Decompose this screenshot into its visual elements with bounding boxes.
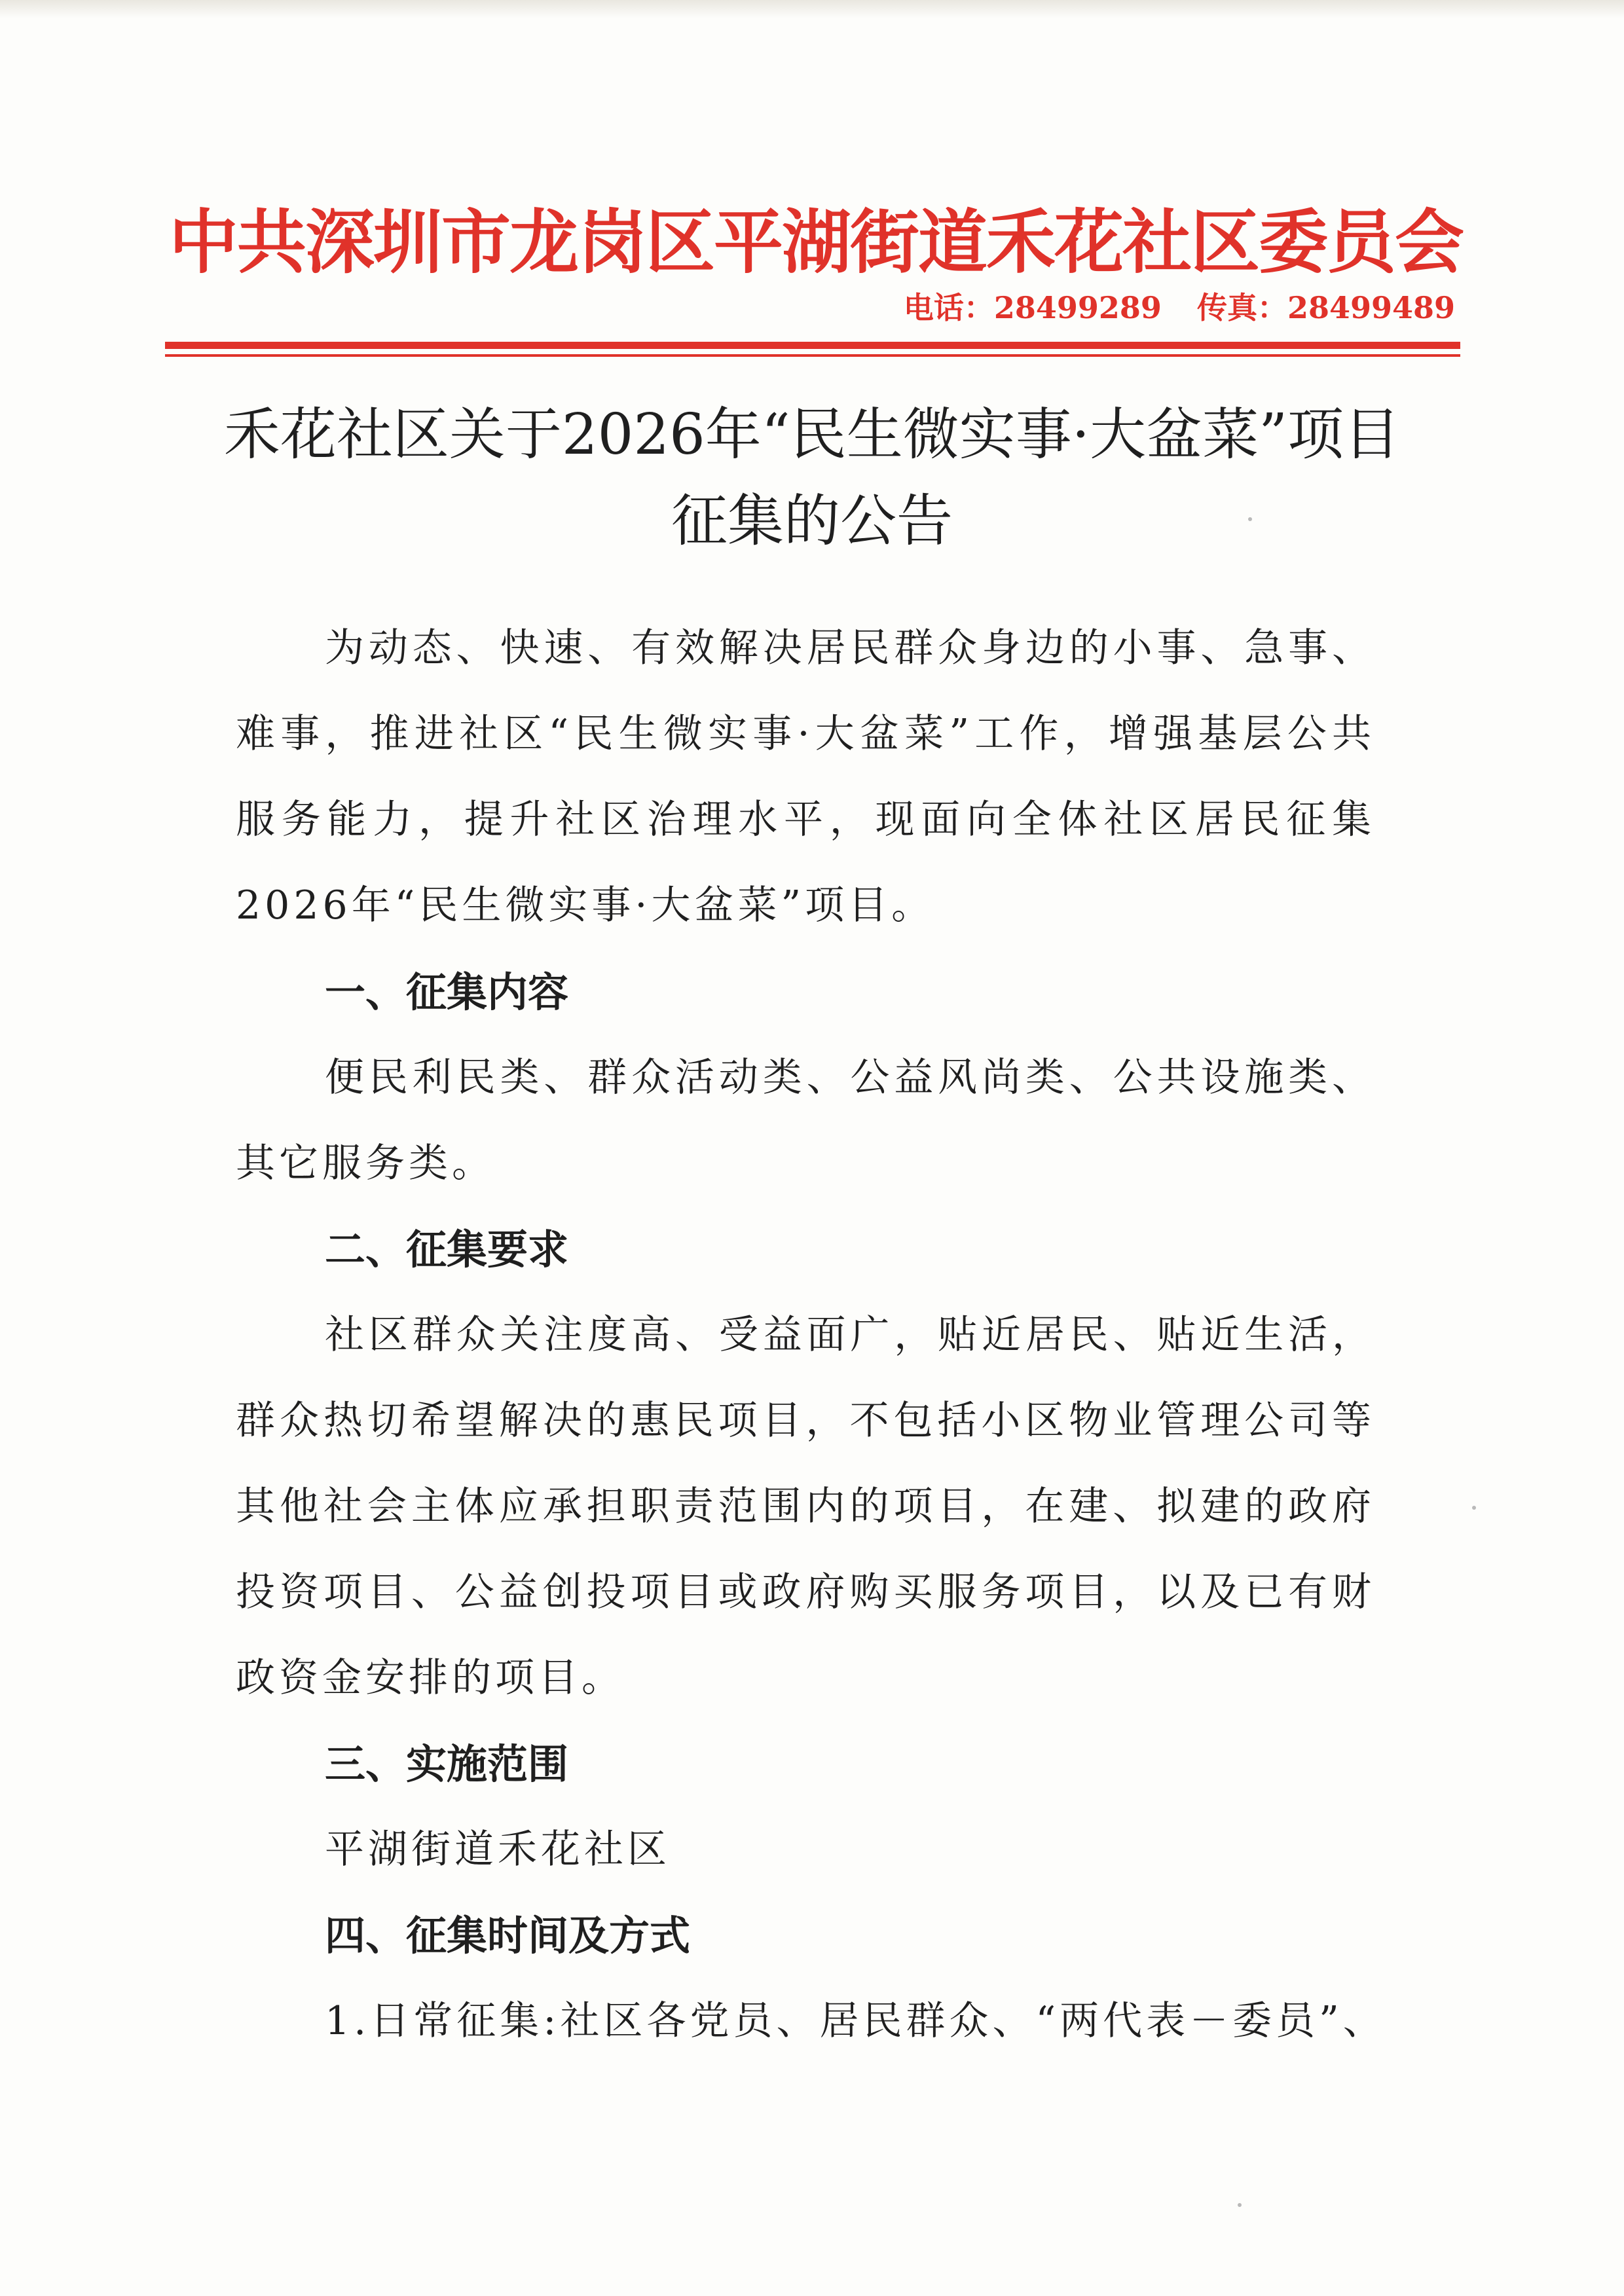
section-heading-4: 四、征集时间及方式 <box>325 1912 691 1959</box>
scan-speck <box>1248 517 1252 521</box>
letterhead-rule-thick <box>165 342 1460 349</box>
section-heading-3: 三、实施范围 <box>325 1740 569 1788</box>
letterhead-phone: 电话：28499289 <box>903 290 1162 325</box>
scan-speck <box>1472 1506 1476 1510</box>
scan-top-edge <box>0 0 1624 18</box>
section-heading-2: 二、征集要求 <box>325 1226 569 1273</box>
letterhead-fax: 传真：28499489 <box>1196 290 1455 325</box>
document-title: 禾花社区关于2026年“民生微实事·大盆菜”项目征集的公告 <box>223 402 1401 554</box>
section-text-1: 便民利民类、群众活动类、公益风尚类、公共设施类、其它服务类。 <box>236 1055 1375 1186</box>
section-text-3: 平湖街道禾花社区 <box>325 1827 671 1872</box>
section-text-2: 社区群众关注度高、受益面广，贴近居民、贴近生活，群众热切希望解决的惠民项目，不包括小区物业管理公司等其他社会主体应承担职责范围内的项目，在建、拟建的政府投资项目、公益创投项目或政府购买服务项目，以及已有财政资金安排的项目。 <box>236 1312 1375 1701</box>
section-text-4: 1.日常征集:社区各党员、居民群众、“两代表－委员”、 <box>325 1998 1386 2044</box>
letterhead-contact <box>904 288 1455 327</box>
letterhead-organization: 中共深圳市龙岗区平湖街道禾花社区委员会 <box>169 201 1463 283</box>
scan-speck <box>1238 2203 1242 2207</box>
letterhead-rule-thin <box>165 354 1460 357</box>
section-heading-1: 一、征集内容 <box>325 968 569 1016</box>
intro-paragraph: 为动态、快速、有效解决居民群众身边的小事、急事、难事，推进社区“民生微实事·大盆菜”工作，增强基层公共服务能力，提升社区治理水平，现面向全体社区居民征集2026年“民生微实事·大盆菜”项目。 <box>236 625 1375 928</box>
